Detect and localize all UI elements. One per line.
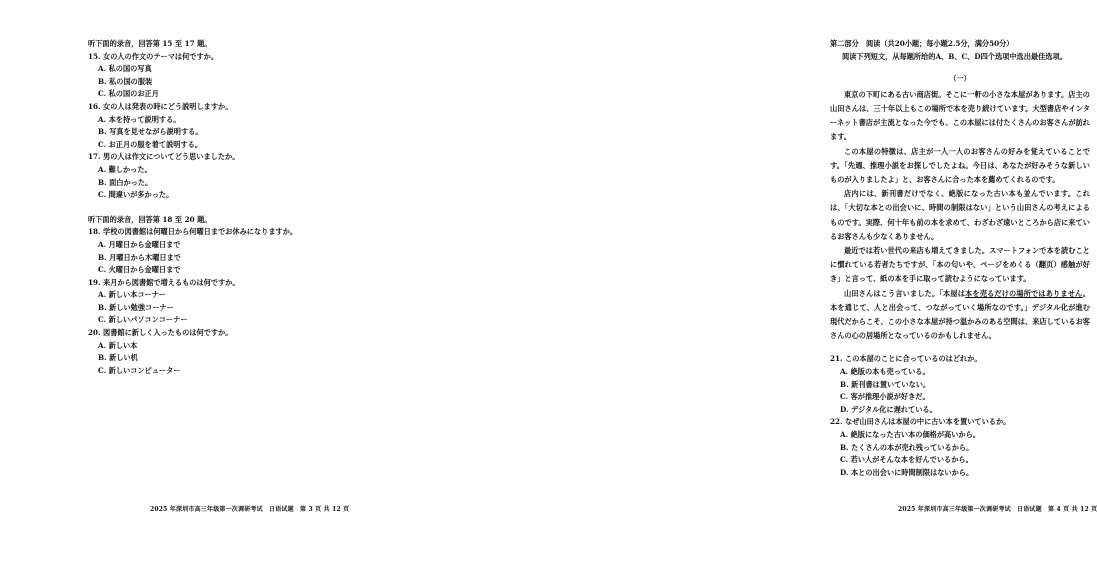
option-16a: A. 本を持って説明する。 [98, 114, 181, 124]
spacer [830, 343, 1090, 353]
passage-number: （一） [949, 74, 971, 84]
option-15a: A. 私の国の写真 [98, 64, 152, 74]
passage-paragraph-3: 店内には、新刊書だけでなく、絶版になった古い本も並んでいます。これは、「大切な本との出会いに、時間の制限はない」という山田さんの考えによるものです。実際、何十年も前の本を求めて、わざわざ遠いところから店に来ているお客さんも少なくありません。 [830, 189, 1090, 241]
reading-section [830, 38, 1090, 479]
passage-paragraph-2: この本屋の特徴は、店主が一人一人のお客さんの好みを覚えていることです。「先週、推理小説をお探しでしたよね。今日は、あなたが好みそうな新しいものが入りましたよ」と、お客さんに合った本を薦めてくれるのです。 [830, 146, 1090, 184]
passage-paragraph-4: 最近では若い世代の来店も増えてきました。スマートフォンで本を読むことに慣れている若者たちですが、「本の匂いや、ページをめくる（翻页）感触が好き」と言って、紙の本を手に取って読むようになっています。 [830, 246, 1090, 284]
passage-paragraph-5 [830, 287, 1090, 344]
option-17a: A. 難しかった。 [98, 164, 152, 174]
listening-section [88, 38, 373, 377]
spacer [830, 63, 1090, 73]
part-instruction: 阅读下列短文，从每题所给的A、B、C、D四个选项中选出最佳选项。 [842, 51, 1067, 61]
question-18: 18. 学校の図書館は何曜日から何曜日までお休みになりますか。 [88, 227, 298, 237]
option-18b: B. 月曜日から木曜日まで [98, 252, 181, 262]
underlined-phrase: 本を売るだけの場所ではありません [965, 288, 1083, 298]
option-22a: A. 絶版になった古い本の価格が高いから。 [840, 430, 980, 439]
option-21d: D. デジタル化に遅れている。 [840, 404, 937, 414]
section-intro-18-20: 听下面的录音，回答第 18 至 20 题。 [88, 214, 212, 224]
question-20: 20. 図書館に新しく入ったものは何ですか。 [88, 328, 233, 338]
option-22c: C. 若い人がそんな本を好んでいるから。 [840, 455, 973, 465]
section-intro-15-17: 听下面的录音，回答第 15 至 17 题。 [88, 39, 212, 48]
question-19: 19. 来月から図書館で増えるものは何ですか。 [88, 277, 240, 287]
option-16b: B. 写真を見せながら説明する。 [98, 127, 203, 137]
option-15b: B. 私の国の服装 [98, 76, 153, 86]
option-17c: C. 間違いが多かった。 [98, 190, 174, 200]
option-19c: C. 新しいパソコンコーナー [98, 315, 188, 325]
option-19a: A. 新しい本コーナー [98, 290, 167, 300]
option-21a: A. 絶版の本も売っている。 [840, 367, 930, 377]
option-18c: C. 火曜日から金曜日まで [98, 265, 181, 275]
option-15c: C. 私の国のお正月 [98, 89, 159, 99]
option-21c: C. 客が推理小説が好きだ。 [840, 392, 930, 402]
spacer [88, 202, 373, 214]
option-22b: B. たくさんの本が売れ残っているから。 [840, 442, 974, 452]
option-21b: B. 新刊書は置いていない。 [840, 379, 931, 389]
option-18a: A. 月曜日から金曜日まで [98, 239, 181, 249]
part-title: 第二部分 阅读（共20小题；每小题2.5分，满分50分） [830, 39, 1014, 48]
option-22d: D. 本との出会いに時間制限はないから。 [840, 467, 974, 477]
option-20b: B. 新しい机 [98, 353, 138, 363]
passage-paragraph-1: 東京の下町にある古い商店街。そこに一軒の小さな本屋があります。店主の山田さんは、三十年以上もこの場所で本を売り続けています。大型書店やインターネット書店が主流となった今でも、この本屋には付たくさんのお客さんが訪れます。 [830, 89, 1090, 142]
p5-text-after: 。本を通じて、人と出会って、つながっていく場所なのです。」デジタル化が進む現代だからこそ、この小さな本屋が持つ温かみのある空間は、来店しているお客さんの心の居場所となっているのかもしれません。 [830, 288, 1090, 341]
option-19b: B. 新しい勉強コーナー [98, 302, 174, 312]
option-20c: C. 新しいコンピューター [98, 365, 181, 375]
page-footer-right: 2025 年深圳市高三年级第一次调研考试 日语试题 第 4 页 共 12 页 [898, 506, 1097, 513]
option-16c: C. お正月の服を着て説明する。 [98, 139, 203, 149]
question-15: 15. 女の人の作文のテーマは何ですか。 [88, 51, 219, 61]
page-footer-left: 2025 年深圳市高三年级第一次调研考试 日语试题 第 3 页 共 12 页 [150, 506, 350, 513]
option-17b: B. 面白かった。 [98, 177, 153, 187]
option-20a: A. 新しい本 [98, 340, 138, 350]
question-22: 22. なぜ山田さんは本屋の中に古い本を置いているか。 [830, 417, 1011, 427]
right-page [400, 0, 1097, 566]
question-16: 16. 女の人は発表の時にどう説明しますか。 [88, 101, 233, 111]
question-17: 17. 男の人は作文についてどう思いましたか。 [88, 152, 240, 162]
question-21: 21. この本屋のことに合っているのはどれか。 [830, 354, 982, 364]
left-page [0, 0, 400, 566]
p5-text-before: 山田さんはこう言いました。「本屋は [844, 288, 966, 298]
